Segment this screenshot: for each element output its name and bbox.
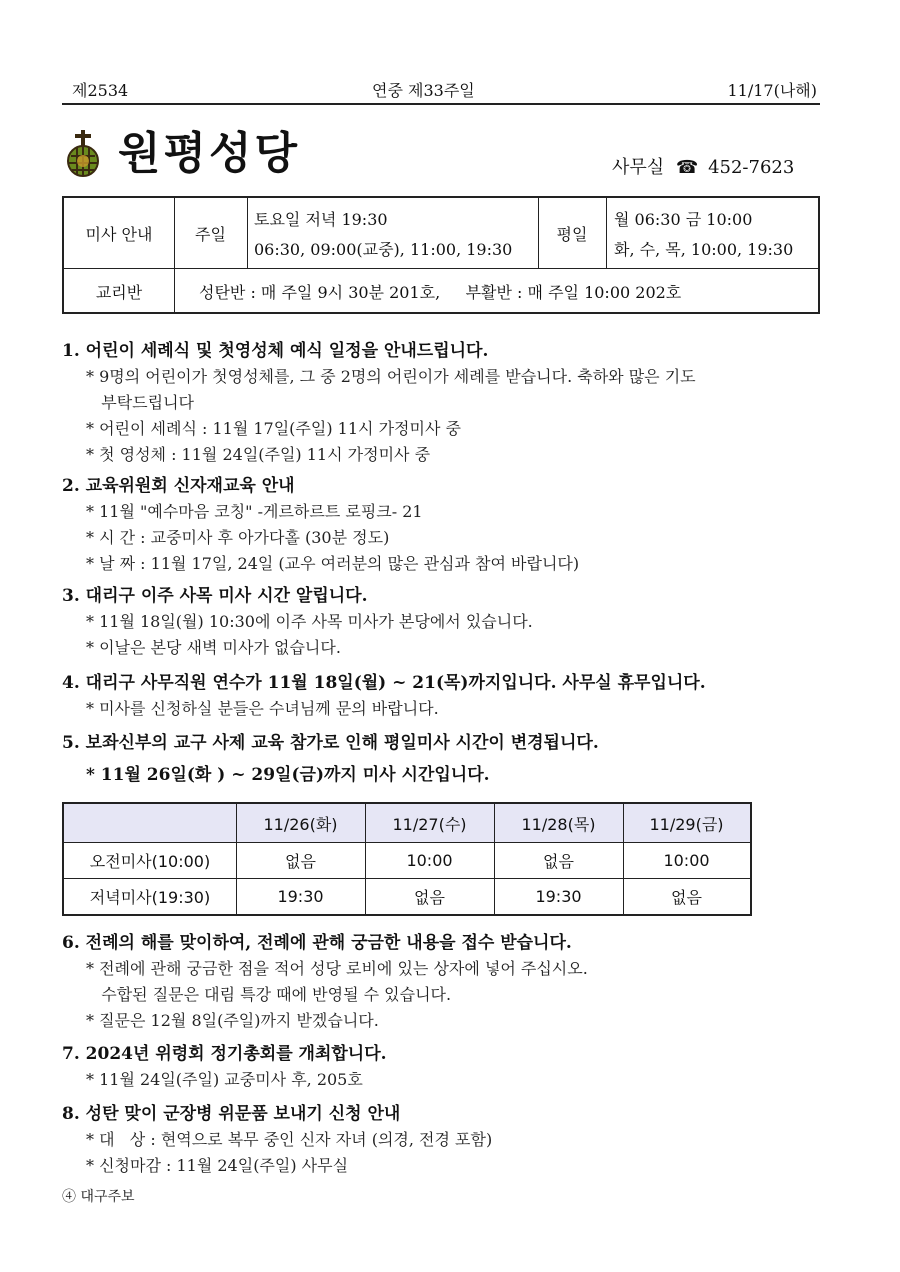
announcement-line: * 전례에 관해 궁금한 점을 적어 성당 로비에 있는 상자에 넣어 주십시오. (86, 959, 588, 978)
announcement-title: 4. 대리구 사무직원 연수가 11월 18일(월) ~ 21(목)까지입니다. 사무실 휴무입니다. (62, 673, 706, 693)
schedule-day: 11/28(목) (521, 814, 596, 834)
announcement-title: 2. 교육위원회 신자재교육 안내 (62, 476, 295, 496)
schedule-cell: 19:30 (277, 886, 324, 906)
church-logo-icon (66, 130, 100, 178)
announcement-3 (62, 585, 832, 659)
weekday-times-line2: 화, 수, 목, 10:00, 19:30 (614, 239, 794, 259)
announcement-line: 부탁드립니다 (86, 393, 194, 412)
footer-publisher: ④ 대구주보 (62, 1189, 135, 1205)
announcement-title: 3. 대리구 이주 사목 미사 시간 알립니다. (62, 586, 368, 606)
catechism-text: 성탄반 : 매 주일 9시 30분 201호, 부활반 : 매 주일 10:00 202호 (199, 282, 682, 302)
schedule-row-label: 저녁미사(19:30) (89, 887, 211, 907)
announcement-4 (62, 672, 832, 720)
announcement-line: * 11월 24일(주일) 교중미사 후, 205호 (86, 1070, 363, 1089)
announcement-line: * 9명의 어린이가 첫영성체를, 그 중 2명의 어린이가 세례를 받습니다. 축하와 많은 기도 (86, 367, 696, 386)
announcement-line: * 첫 영성체 : 11월 24일(주일) 11시 가정미사 중 (86, 445, 431, 464)
header-divider (62, 103, 820, 105)
schedule-cell: 없음 (285, 851, 316, 871)
liturgical-week: 연중 제33주일 (372, 81, 475, 100)
schedule-cell: 10:00 (406, 850, 453, 870)
mass-schedule-table (62, 802, 752, 916)
weekday-label: 평일 (556, 224, 588, 244)
announcement-title: 5. 보좌신부의 교구 사제 교육 참가로 인해 평일미사 시간이 변경됩니다. (62, 733, 599, 753)
office-contact (612, 153, 794, 179)
schedule-cell: 없음 (671, 887, 702, 907)
announcement-7 (62, 1043, 832, 1091)
sunday-times-line1: 토요일 저녁 19:30 (254, 209, 388, 229)
schedule-cell: 10:00 (663, 850, 710, 870)
announcement-line: * 11월 "예수마음 코칭" -게르하르트 로핑크- 21 (86, 502, 423, 521)
schedule-row-label: 오전미사(10:00) (89, 851, 211, 871)
announcement-line: * 날 짜 : 11월 17일, 24일 (교우 여러분의 많은 관심과 참여 바랍니다) (86, 554, 580, 573)
parish-name: 원평성당 (118, 128, 301, 179)
announcement-line: * 미사를 신청하실 분들은 수녀님께 문의 바랍니다. (86, 699, 439, 718)
announcement-title: 8. 성탄 맞이 군장병 위문품 보내기 신청 안내 (62, 1104, 401, 1124)
announcement-subtitle: * 11월 26일(화 ) ~ 29일(금)까지 미사 시간입니다. (86, 765, 490, 785)
schedule-cell: 없음 (543, 851, 574, 871)
mass-info-label: 미사 안내 (85, 224, 153, 244)
bulletin-header (72, 78, 817, 100)
announcement-line: * 질문은 12월 8일(주일)까지 받겠습니다. (86, 1011, 379, 1030)
schedule-cell: 19:30 (535, 886, 582, 906)
catechism-label: 교리반 (95, 282, 143, 302)
announcement-title: 1. 어린이 세례식 및 첫영성체 예식 일정을 안내드립니다. (62, 341, 489, 361)
schedule-day: 11/29(금) (649, 814, 724, 834)
office-phone: 452-7623 (708, 157, 795, 178)
sunday-times-line2: 06:30, 09:00(교중), 11:00, 19:30 (254, 239, 513, 259)
announcement-line: * 어린이 세례식 : 11월 17일(주일) 11시 가정미사 중 (86, 419, 461, 438)
office-label: 사무실 (612, 157, 665, 178)
announcement-line: * 11월 18일(월) 10:30에 이주 사목 미사가 본당에서 있습니다. (86, 612, 533, 631)
schedule-day: 11/26(화) (263, 814, 338, 834)
announcement-line: * 대 상 : 현역으로 복무 중인 신자 자녀 (의경, 전경 포함) (86, 1130, 493, 1149)
telephone-icon: ☎ (675, 157, 699, 178)
issue-number: 제2534 (72, 81, 129, 100)
sunday-label: 주일 (195, 224, 226, 244)
weekday-times-line1: 월 06:30 금 10:00 (614, 209, 753, 229)
announcement-8 (62, 1103, 832, 1177)
schedule-day: 11/27(수) (392, 814, 467, 834)
announcement-title: 6. 전례의 해를 맞이하여, 전례에 관해 궁금한 내용을 접수 받습니다. (62, 933, 572, 953)
announcement-line: * 신청마감 : 11월 24일(주일) 사무실 (86, 1156, 349, 1175)
announcement-line: * 시 간 : 교중미사 후 아가다홀 (30분 정도) (86, 528, 390, 547)
announcement-title: 7. 2024년 위령회 정기총회를 개최합니다. (62, 1044, 387, 1064)
announcement-5 (62, 732, 832, 786)
bulletin-date: 11/17(나해) (727, 81, 817, 100)
announcement-2 (62, 475, 832, 575)
schedule-cell: 없음 (414, 887, 445, 907)
announcement-line: * 이날은 본당 새벽 미사가 없습니다. (86, 638, 341, 657)
announcement-1 (62, 340, 832, 466)
announcement-line: 수합된 질문은 대림 특강 때에 반영될 수 있습니다. (86, 985, 452, 1004)
mass-info-table (62, 196, 820, 314)
announcement-6 (62, 932, 832, 1032)
